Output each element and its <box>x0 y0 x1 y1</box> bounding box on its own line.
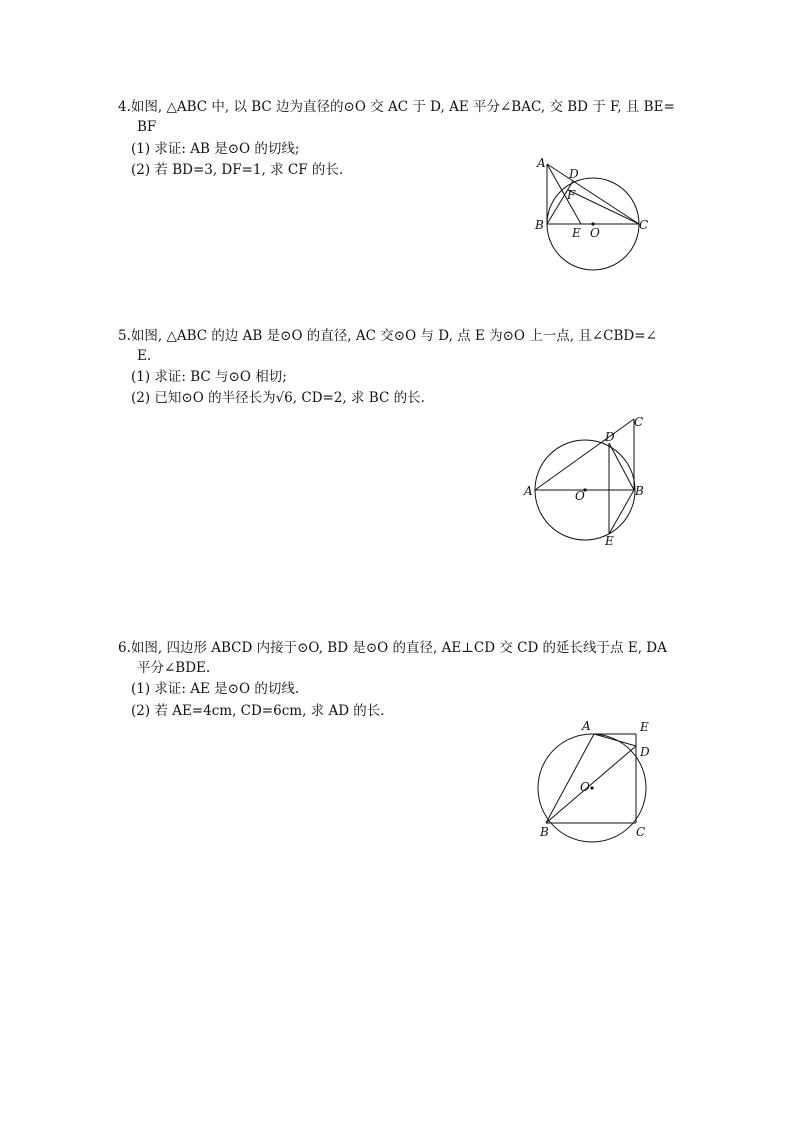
label-a: A <box>524 484 533 498</box>
problem-part-1: (1) 求证: AE 是⊙O 的切线. <box>131 681 300 697</box>
segment-ab <box>546 734 594 823</box>
label-e: E <box>640 720 649 734</box>
label-e: E <box>572 226 581 240</box>
problem-stem-continued: E. <box>137 348 152 364</box>
segment-ad <box>594 734 636 746</box>
problem-stem-continued: 平分∠BDE. <box>137 660 211 676</box>
label-d: D <box>569 167 579 181</box>
center-point <box>590 786 593 789</box>
label-o: O <box>590 226 600 240</box>
label-b: B <box>635 484 644 498</box>
label-b: B <box>535 218 544 232</box>
label-c: C <box>639 218 649 232</box>
problem-part-2: (2) 若 AE=4cm, CD=6cm, 求 AD 的长. <box>131 703 385 719</box>
label-f: F <box>567 188 576 202</box>
problem-part-2: (2) 若 BD=3, DF=1, 求 CF 的长. <box>131 162 344 178</box>
problem-stem: 5.如图, △ABC 的边 AB 是⊙O 的直径, AC 交⊙O 与 D, 点 E 为⊙O 上一点, 且∠CBD=∠ <box>118 328 657 344</box>
label-a: A <box>537 156 546 170</box>
label-c: C <box>634 415 644 429</box>
problem-part-2: (2) 已知⊙O 的半径长为√6, CD=2, 求 BC 的长. <box>131 390 425 406</box>
problem-stem: 4.如图, △ABC 中, 以 BC 边为直径的⊙O 交 AC 于 D, AE 平分∠BAC, 交 BD 于 F, 且 BE= <box>118 99 675 115</box>
geometry-figure-4 <box>530 152 655 277</box>
segment-bd <box>609 443 634 490</box>
problem-stem-continued: BF <box>137 119 157 135</box>
label-d: D <box>605 430 615 444</box>
geometry-figure-5 <box>518 413 656 553</box>
segment-bd <box>546 746 636 823</box>
problem-part-1: (1) 求证: AB 是⊙O 的切线; <box>131 141 300 157</box>
problem-stem: 6.如图, 四边形 ABCD 内接于⊙O, BD 是⊙O 的直径, AE⊥CD 交 CD 的延长线于点 E, DA <box>118 640 667 656</box>
label-c: C <box>636 825 646 839</box>
label-d: D <box>640 745 650 759</box>
label-o: O <box>580 780 590 794</box>
label-b: B <box>540 825 549 839</box>
label-o: O <box>575 489 585 503</box>
label-a: A <box>582 719 591 733</box>
label-e: E <box>605 534 614 548</box>
geometry-figure-6 <box>532 715 664 845</box>
problem-part-1: (1) 求证: BC 与⊙O 相切; <box>131 369 287 385</box>
segment-ac <box>547 164 639 224</box>
